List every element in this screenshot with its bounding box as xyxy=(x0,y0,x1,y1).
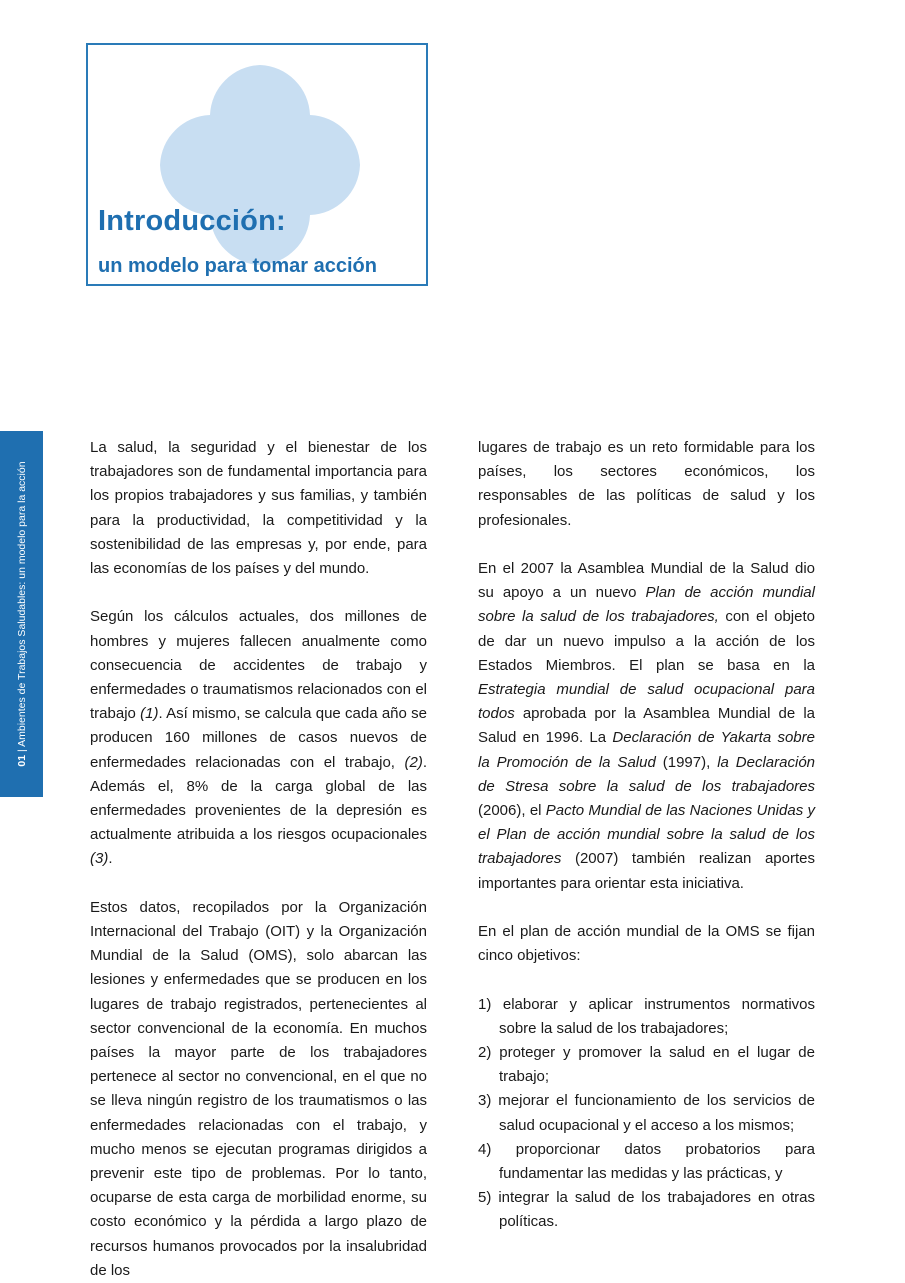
reference-3: (3) xyxy=(90,850,109,868)
paragraph-intro: La salud, la seguridad y el bienestar de los trabajadores son de fundamental importancia para los propios trabajadores y sus familias, y también para la productividad, la competitividad y la sostenibilidad de las empresas y, por ende, para las economías de los países y del mundo. xyxy=(90,439,427,578)
running-header-separator: | xyxy=(15,749,28,752)
sidebar-running-header xyxy=(0,431,43,797)
paragraph-objectives-intro: En el plan de acción mundial de la OMS se fijan cinco objetivos: xyxy=(478,923,815,965)
running-header-title: Ambientes de Trabajos Saludables: un modelo para la acción xyxy=(15,461,28,747)
paragraph-data-sources: Estos datos, recopilados por la Organización Internacional del Trabajo (OIT) y la Organización Mundial de la Salud (OMS), solo abarcan las lesiones y enfermedades que se producen en los lugares de trabajo registrados, pertenecientes al sector convencional de la economía. En muchos países la mayor parte de los trabajadores pertenece al sector no convencional, en el que no se lleva ningún registro de los traumatismos o las enfermedades relacionadas con el trabajo, y mucho menos se ejecutan programas dirigidos a prevenir este tipo de problemas. Por lo tanto, ocuparse de esta carga de morbilidad enorme, su costo económico y la pérdida a largo plazo de recursos humanos provocados por la insalubridad de los xyxy=(90,898,427,1279)
paragraph-statistics: Según los cálculos actuales, dos millones de hombres y mujeres fallecen anualmente como consecuencia de accidentes de trabajo y enfermedades o traumatismos relacionados con el trabajo (1). Así mismo, se calcula que cada año se producen 160 millones de casos nuevos de enfermedades relacionadas con el trabajo, (2). Además el, 8% de la carga global de las enfermedades provenientes de la depresión es actualmente atribuida a los riesgos ocupacionales (3). xyxy=(90,608,427,868)
chapter-title: Introducción: xyxy=(98,205,286,237)
reference-1: (1) xyxy=(140,705,159,723)
objectives-list xyxy=(478,993,815,1235)
list-item: 5) integrar la salud de los trabajadores en otras políticas. xyxy=(478,1189,815,1231)
list-item: 4) proporcionar datos probatorios para fundamentar las medidas y las prácticas, y xyxy=(478,1140,815,1183)
four-petal-pattern-icon xyxy=(88,45,428,286)
list-item: 3) mejorar el funcionamiento de los servicios de salud ocupacional y el acceso a los mismos; xyxy=(478,1092,815,1134)
chapter-subtitle: un modelo para tomar acción xyxy=(98,255,377,277)
list-item: 1) elaborar y aplicar instrumentos normativos sobre la salud de los trabajadores; xyxy=(478,995,815,1037)
paragraph-continuation: lugares de trabajo es un reto formidable para los países, los sectores económicos, los responsables de las políticas de salud y los profesionales. xyxy=(478,439,815,529)
right-text-column xyxy=(478,436,815,1235)
chapter-title-box xyxy=(86,43,428,286)
reference-2: (2) xyxy=(404,753,423,771)
list-item: 2) proteger y promover la salud en el lugar de trabajo; xyxy=(478,1044,815,1086)
paragraph-global-plan: En el 2007 la Asamblea Mundial de la Salud dio su apoyo a un nuevo Plan de acción mundial sobre la salud de los trabajadores, con el objeto de dar un nuevo impulso a la acción de los Estados Miembros. El plan se basa en la Estrategia mundial de salud ocupacional para todos aprobada por la Asamblea Mundial de la Salud en 1996. La Declaración de Yakarta sobre la Promoción de la Salud (1997), la Declaración de Stresa sobre la salud de los trabajadores (2006), el Pacto Mundial de las Naciones Unidas y el Plan de acción mundial sobre la salud de los trabajadores (2007) también realizan aportes importantes para orientar esta iniciativa. xyxy=(478,560,816,892)
page-number: 01 xyxy=(15,754,28,767)
left-text-column xyxy=(90,436,427,1283)
